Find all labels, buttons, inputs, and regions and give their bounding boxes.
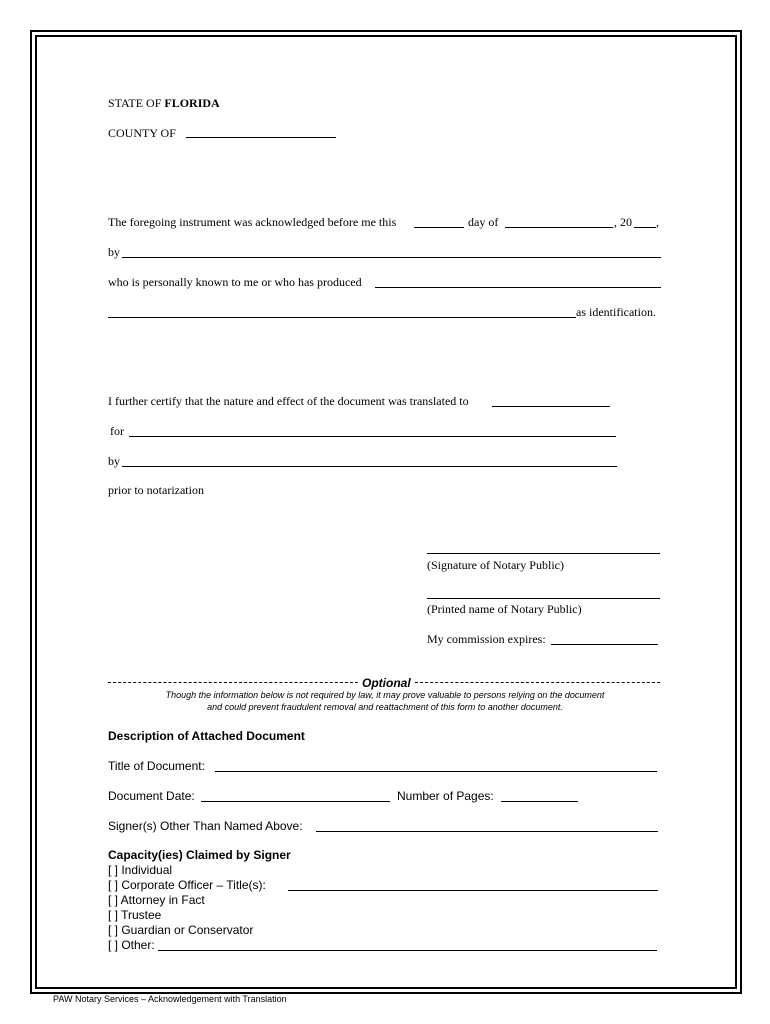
optional-note-line1: Though the information below is not required by law, it may prove valuable to persons relying on the document: [165, 690, 605, 700]
ack-year-prefix: 20: [620, 215, 632, 229]
pages-label: Number of Pages:: [397, 789, 494, 803]
capacity-heading: Capacity(ies) Claimed by Signer: [108, 848, 291, 862]
pages-field[interactable]: [501, 801, 578, 802]
translation-prior-text: prior to notarization: [108, 483, 204, 497]
capacity-corporate-officer[interactable]: [ ] Corporate Officer – Title(s):: [108, 878, 266, 892]
footer-text: PAW Notary Services – Acknowledgement with Translation: [53, 994, 287, 1004]
description-heading: Description of Attached Document: [108, 729, 305, 743]
notary-commission-field[interactable]: [551, 644, 658, 645]
ack-year-field[interactable]: [634, 227, 656, 228]
ack-identification-text: as identification.: [576, 305, 656, 319]
ack-month-field[interactable]: [505, 227, 613, 228]
capacity-guardian[interactable]: [ ] Guardian or Conservator: [108, 923, 254, 937]
capacity-other-field[interactable]: [158, 950, 657, 951]
translation-language-field[interactable]: [492, 406, 610, 407]
county-label: COUNTY OF: [108, 126, 176, 140]
signers-label: Signer(s) Other Than Named Above:: [108, 819, 303, 833]
translation-certify-text: I further certify that the nature and effect of the document was translated to: [108, 394, 469, 408]
page-border-inner: [35, 35, 737, 989]
ack-day-field[interactable]: [414, 227, 464, 228]
notary-signature-caption: (Signature of Notary Public): [427, 558, 564, 572]
ack-identification-field[interactable]: [108, 317, 576, 318]
ack-by-field[interactable]: [122, 257, 661, 258]
title-field[interactable]: [215, 771, 657, 772]
translation-for-field[interactable]: [129, 436, 616, 437]
notary-signature-field[interactable]: [427, 553, 660, 554]
notary-printed-name-caption: (Printed name of Notary Public): [427, 602, 582, 616]
translation-by-field[interactable]: [122, 466, 617, 467]
capacity-individual[interactable]: [ ] Individual: [108, 863, 173, 877]
ack-day-of: day of: [468, 215, 499, 229]
state-prefix: STATE OF: [108, 96, 165, 110]
ack-line1-text: The foregoing instrument was acknowledged before me this: [108, 215, 397, 229]
ack-comma: ,: [614, 215, 617, 229]
ack-year-comma: ,: [656, 215, 659, 229]
optional-note-line2: and could prevent fraudulent removal and reattachment of this form to another document.: [207, 702, 563, 712]
optional-label: Optional: [362, 676, 411, 690]
capacity-attorney-in-fact[interactable]: [ ] Attorney in Fact: [108, 893, 205, 907]
signers-field[interactable]: [316, 831, 658, 832]
date-field[interactable]: [201, 801, 390, 802]
county-field[interactable]: [186, 137, 336, 138]
corporate-officer-title-field[interactable]: [288, 890, 658, 891]
state-heading: [108, 96, 220, 110]
state-name: FLORIDA: [164, 96, 220, 110]
translation-by-label: by: [108, 454, 120, 468]
capacity-trustee[interactable]: [ ] Trustee: [108, 908, 162, 922]
notary-commission-label: My commission expires:: [427, 632, 546, 646]
date-label: Document Date:: [108, 789, 195, 803]
ack-by-label: by: [108, 245, 120, 259]
optional-divider-left: [108, 682, 358, 683]
optional-divider-right: [415, 682, 660, 683]
translation-for-label: for: [110, 424, 124, 438]
title-label: Title of Document:: [108, 759, 205, 773]
capacity-other[interactable]: [ ] Other:: [108, 938, 155, 952]
ack-known-text: who is personally known to me or who has produced: [108, 275, 362, 289]
notary-printed-name-field[interactable]: [427, 598, 660, 599]
ack-produced-field[interactable]: [375, 287, 661, 288]
